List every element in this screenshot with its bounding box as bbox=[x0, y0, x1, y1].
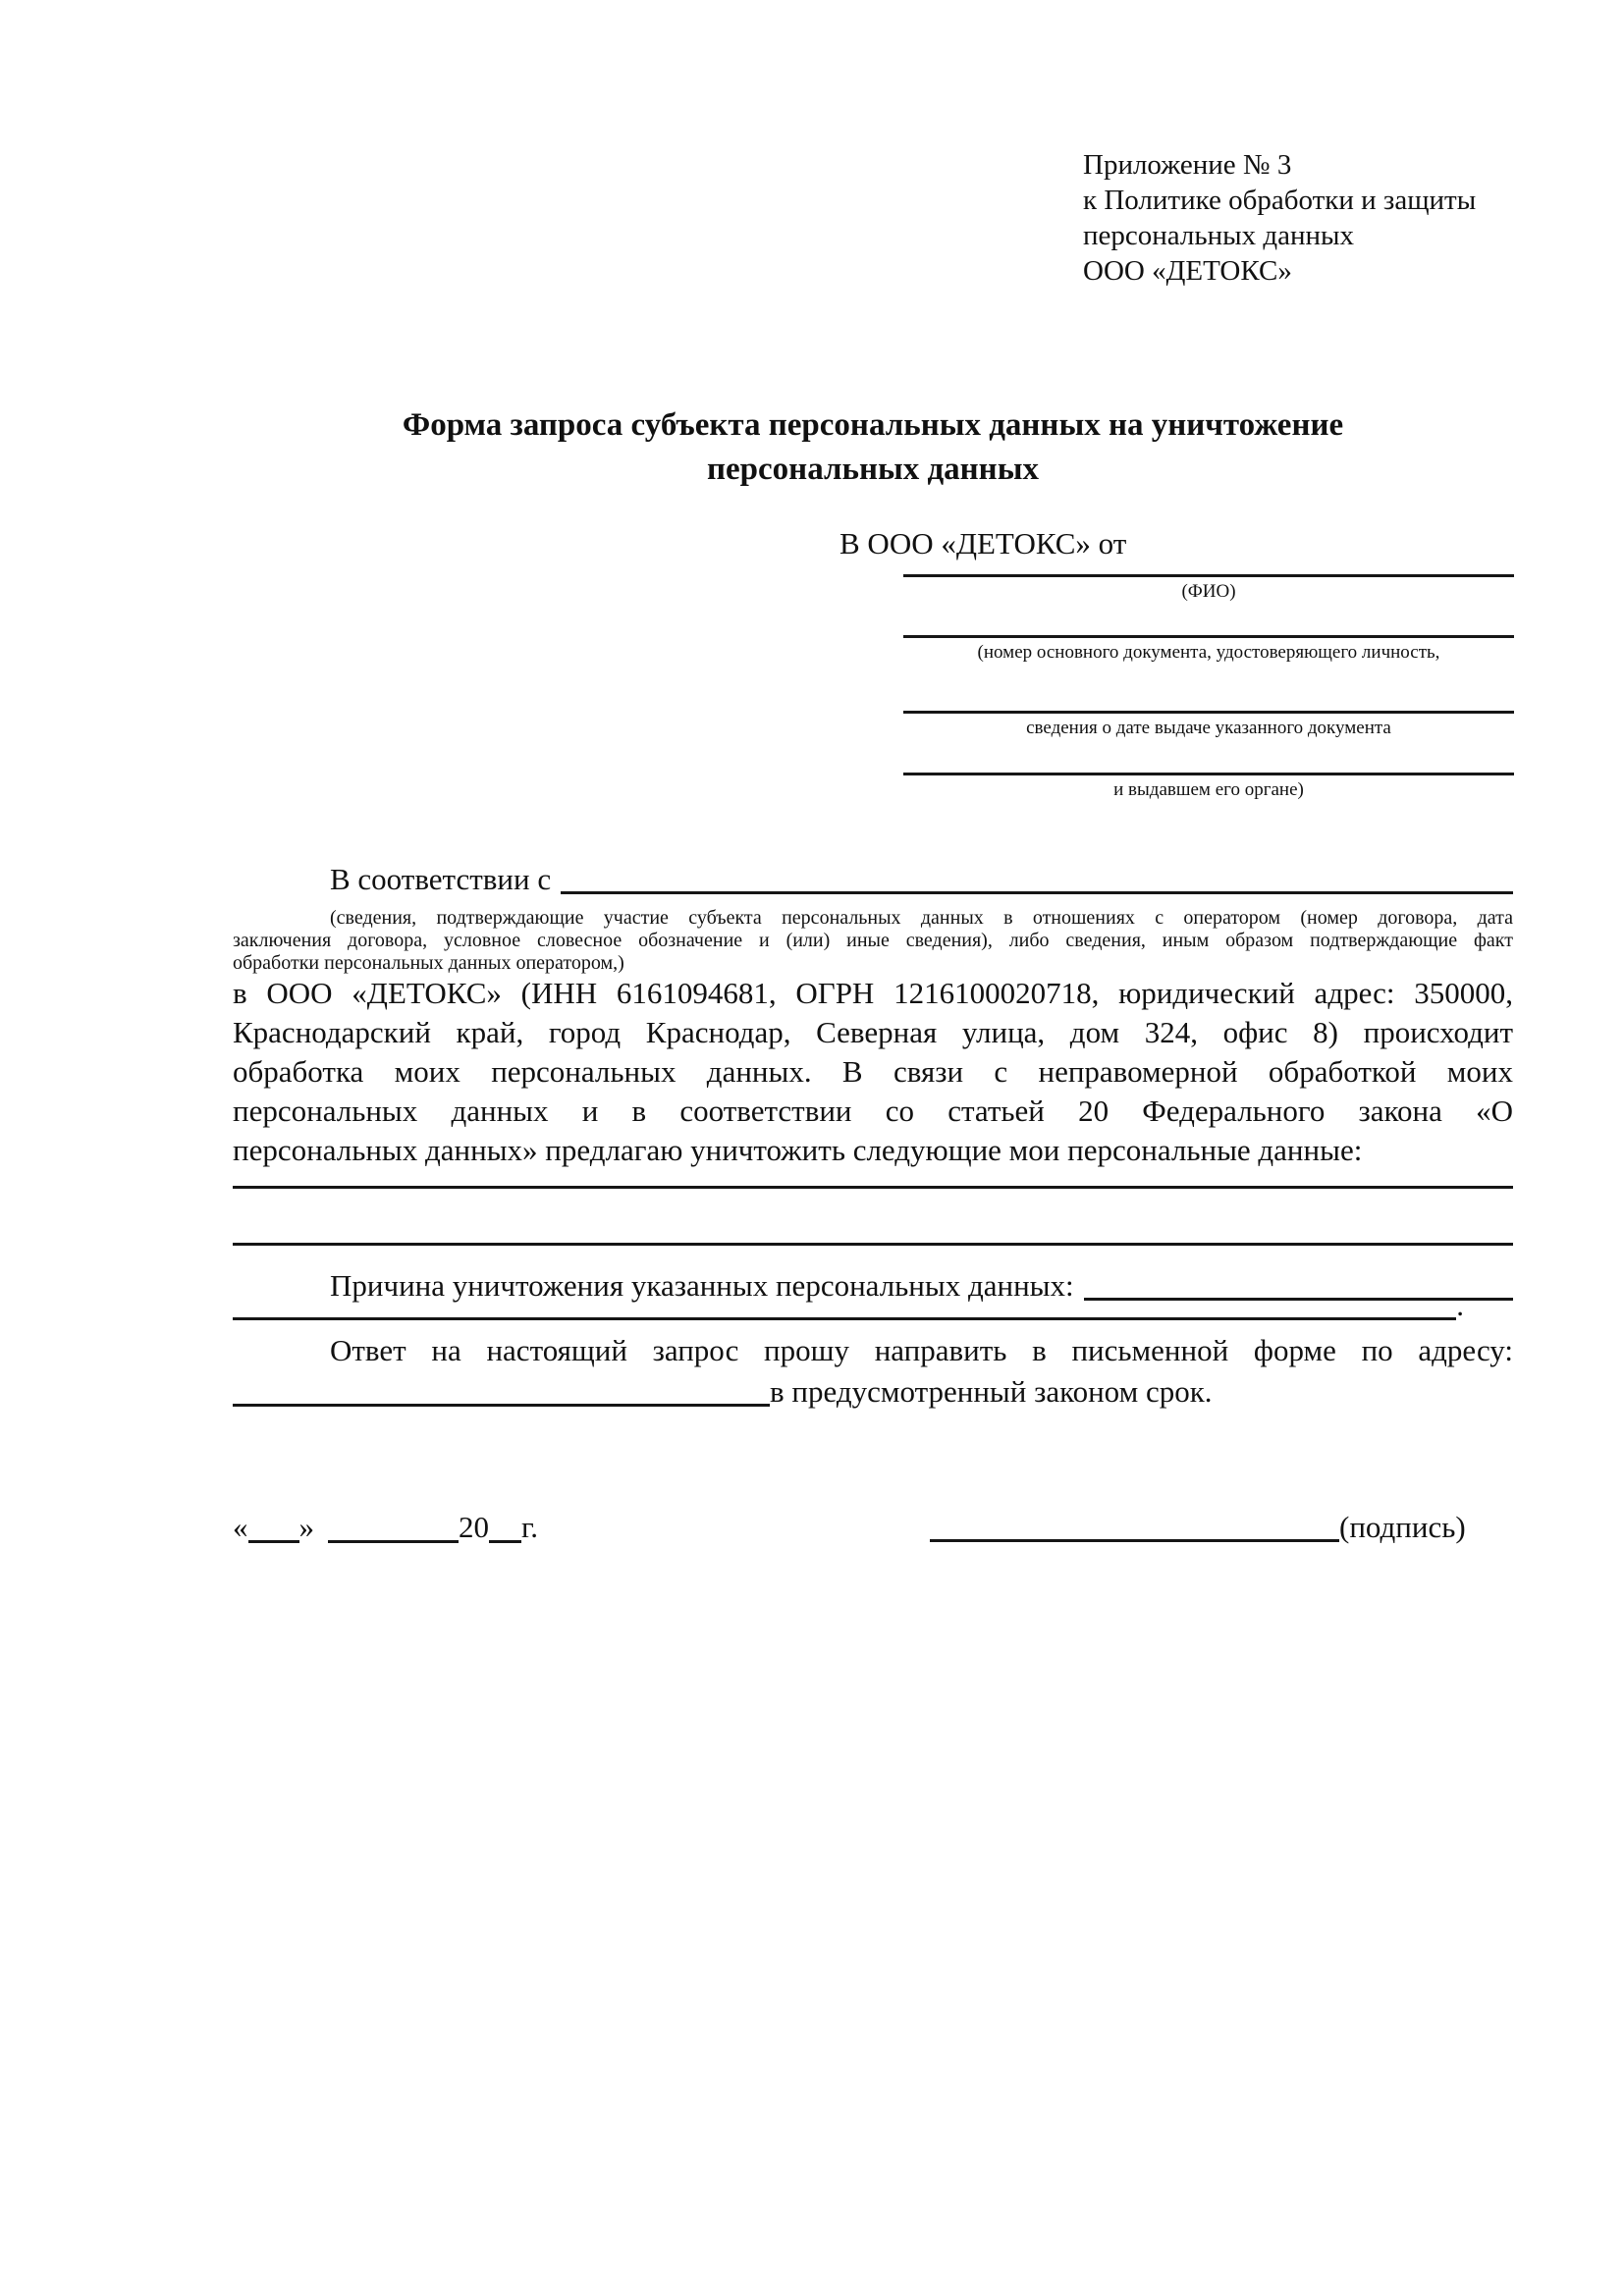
main-paragraph-line2: Краснодарский край, город Краснодар, Северная улица, дом 324, офис 8) происходит bbox=[233, 1015, 1513, 1049]
blank-line-fio bbox=[903, 574, 1514, 577]
fine-print-line3: обработки персональных данных оператором,) bbox=[233, 952, 624, 974]
field-caption-fio: (ФИО) bbox=[1181, 581, 1236, 602]
policy-reference-line: к Политике обработки и защиты bbox=[1083, 185, 1477, 216]
reply-request-line1: Ответ на настоящий запрос прошу направить в письменной форме по адресу: bbox=[330, 1333, 1513, 1367]
document-title-line1: Форма запроса субъекта персональных данных на уничтожение bbox=[402, 407, 1344, 443]
fill-in-row-issue-date bbox=[903, 711, 1514, 741]
blank-line-data-1 bbox=[233, 1186, 1513, 1189]
signature-caption: (подпись) bbox=[1339, 1510, 1466, 1544]
date-open-quote: « bbox=[233, 1510, 248, 1544]
date-year-suffix: г. bbox=[521, 1510, 538, 1544]
date-close-quote: » bbox=[298, 1510, 314, 1544]
reply-request-line2 bbox=[233, 1372, 1513, 1412]
blank-line-issue-date bbox=[903, 711, 1514, 714]
field-caption-issuing-authority: и выдавшем его органе) bbox=[1113, 779, 1304, 800]
appendix-number: Приложение № 3 bbox=[1083, 149, 1292, 181]
fine-print-line2: заключения договора, условное словесное обозначение и (или) иные сведения), либо сведения, иным образом подтверждающие факт bbox=[233, 930, 1513, 951]
blank-day bbox=[248, 1510, 299, 1543]
date-century: 20 bbox=[459, 1510, 489, 1544]
fine-print-note bbox=[233, 907, 1513, 975]
addressee-line: В ООО «ДЕТОКС» от bbox=[839, 526, 1127, 561]
blank-line-document-number bbox=[903, 635, 1514, 638]
document-title bbox=[233, 403, 1513, 492]
blank-line-issuing-authority bbox=[903, 773, 1514, 775]
trailing-period: . bbox=[1456, 1288, 1464, 1322]
date-line bbox=[233, 1508, 538, 1547]
main-paragraph-line5: персональных данных» предлагаю уничтожить следующие мои персональные данные: bbox=[233, 1133, 1363, 1167]
blank-month bbox=[328, 1510, 459, 1543]
document-title-line2: персональных данных bbox=[707, 452, 1039, 487]
blank-year bbox=[489, 1510, 521, 1543]
main-paragraph-line3: обработка моих персональных данных. В связи с неправомерной обработкой моих bbox=[233, 1054, 1513, 1089]
blank-line-data-2 bbox=[233, 1243, 1513, 1246]
accordance-row bbox=[233, 860, 1513, 899]
blank-line-signature bbox=[930, 1508, 1339, 1542]
fill-in-row-document-number bbox=[903, 635, 1514, 666]
field-caption-issue-date: сведения о дате выдаче указанного документа bbox=[1026, 718, 1391, 738]
fine-print-line1: (сведения, подтверждающие участие субъекта персональных данных в отношениях с оператором (номер договора, дата bbox=[330, 907, 1513, 929]
fill-in-row-issuing-authority bbox=[903, 773, 1514, 803]
signature-row bbox=[930, 1508, 1480, 1547]
accordance-label: В соответствии с bbox=[330, 862, 552, 896]
blank-line-accordance bbox=[561, 860, 1513, 894]
appendix-header-block bbox=[1083, 147, 1476, 289]
main-paragraph-line4: персональных данных и в соответствии со статьей 20 Федерального закона «О bbox=[233, 1094, 1513, 1128]
main-paragraph bbox=[233, 974, 1513, 1170]
main-paragraph-line1: в ООО «ДЕТОКС» (ИНН 6161094681, ОГРН 1216100020718, юридический адрес: 350000, bbox=[233, 976, 1513, 1010]
blank-line-reason-2 bbox=[233, 1286, 1456, 1320]
field-caption-document-number: (номер основного документа, удостоверяющего личность, bbox=[977, 642, 1440, 663]
reason-label: Причина уничтожения указанных персональных данных: bbox=[330, 1268, 1074, 1303]
policy-reference-line2: персональных данных bbox=[1083, 220, 1355, 251]
reply-term-text: в предусмотренный законом срок. bbox=[770, 1374, 1213, 1409]
company-name: ООО «ДЕТОКС» bbox=[1083, 255, 1292, 287]
reason-continuation-row bbox=[233, 1286, 1464, 1325]
fill-in-row-fio bbox=[903, 574, 1514, 605]
blank-line-address bbox=[233, 1372, 770, 1407]
